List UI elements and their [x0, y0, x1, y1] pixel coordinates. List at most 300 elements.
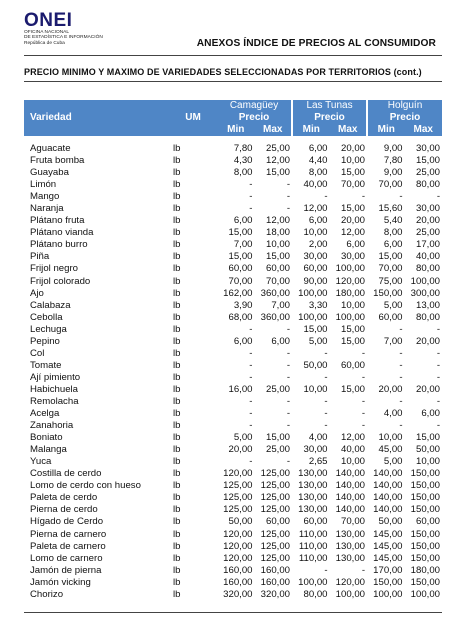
territory-camaguey: Camagüey: [217, 100, 292, 112]
price-min-las-tunas: 80,00: [303, 588, 328, 600]
table-row: [24, 589, 442, 601]
price-min-holguin: 50,00: [378, 516, 403, 528]
variety-name: Acelga: [30, 408, 60, 420]
variety-name: Jamón de pierna: [30, 564, 102, 576]
table-row: [24, 251, 442, 263]
price-max-holguin: 150,00: [410, 576, 441, 588]
price-max-holguin: 60,00: [416, 516, 441, 528]
table-row: [24, 577, 442, 589]
price-max-camaguey: 125,00: [260, 540, 291, 552]
price-max-las-tunas: 140,00: [335, 480, 366, 492]
table-row: [24, 227, 442, 239]
price-max-holguin: 150,00: [410, 552, 441, 564]
territory-holguin: Holguín: [367, 100, 442, 112]
price-max-holguin: 150,00: [410, 504, 441, 516]
column-header-variedad: Variedad: [24, 112, 169, 124]
price-max-camaguey: 15,00: [266, 251, 291, 263]
price-min-las-tunas: 130,00: [298, 492, 328, 504]
table-row: [24, 179, 442, 191]
price-min-holguin: -: [399, 371, 403, 383]
unit-cell: lb: [173, 371, 181, 383]
price-min-holguin: -: [399, 191, 403, 203]
price-min-las-tunas: -: [324, 420, 328, 432]
unit-cell: lb: [173, 347, 181, 359]
price-max-camaguey: -: [286, 420, 291, 432]
unit-cell: lb: [173, 528, 181, 540]
price-max-las-tunas: 20,00: [341, 143, 366, 155]
variety-name: Pepino: [30, 335, 60, 347]
price-max-las-tunas: -: [361, 371, 366, 383]
price-max-holguin: -: [436, 359, 441, 371]
price-max-las-tunas: 15,00: [341, 203, 366, 215]
unit-cell: lb: [173, 299, 181, 311]
price-max-las-tunas: 10,00: [341, 456, 366, 468]
price-max-las-tunas: 15,00: [341, 323, 366, 335]
price-max-camaguey: 18,00: [266, 227, 291, 239]
price-min-camaguey: -: [249, 396, 253, 407]
price-max-camaguey: 60,00: [266, 263, 291, 275]
unit-cell: lb: [173, 179, 181, 191]
price-max-las-tunas: 140,00: [335, 468, 366, 480]
price-min-holguin: 140,00: [373, 492, 403, 504]
price-max-las-tunas: -: [361, 420, 366, 432]
price-max-las-tunas: 130,00: [335, 540, 366, 552]
price-min-holguin: 150,00: [373, 576, 403, 588]
table-row: [24, 348, 442, 360]
table-row: [24, 408, 442, 420]
price-max-camaguey: 70,00: [266, 275, 291, 287]
price-min-las-tunas: 90,00: [303, 275, 328, 287]
variety-name: Lomo de cerdo con hueso: [30, 480, 141, 492]
variety-name: Limón: [30, 179, 57, 191]
price-min-camaguey: 120,00: [223, 468, 253, 480]
price-max-holguin: 30,00: [416, 143, 441, 155]
price-min-holguin: 15,60: [378, 203, 403, 215]
price-min-camaguey: -: [249, 456, 253, 468]
unit-cell: lb: [173, 155, 181, 167]
price-max-las-tunas: 15,00: [341, 167, 366, 179]
price-min-las-tunas: 5,00: [308, 335, 328, 347]
price-min-camaguey: 160,00: [223, 576, 253, 588]
header-blank: [24, 100, 169, 112]
price-min-las-tunas: 100,00: [298, 287, 328, 299]
price-min-las-tunas: 3,30: [308, 299, 328, 311]
table-row: [24, 480, 442, 492]
price-max-holguin: 150,00: [410, 528, 441, 540]
price-min-holguin: 140,00: [373, 504, 403, 516]
price-min-las-tunas: 6,00: [308, 215, 328, 227]
onei-logo: [24, 11, 103, 46]
precio-header-las-tunas: Precio: [292, 112, 367, 124]
table-row: [24, 504, 442, 516]
price-max-camaguey: 15,00: [266, 167, 291, 179]
table-row: [24, 336, 442, 348]
logo-line-1: OFICINA NACIONAL: [24, 30, 70, 35]
price-max-las-tunas: 120,00: [335, 275, 366, 287]
price-min-holguin: 70,00: [378, 179, 403, 191]
price-min-las-tunas: 50,00: [303, 359, 328, 371]
variety-name: Hígado de Cerdo: [30, 516, 104, 528]
variety-name: Pierna de carnero: [30, 528, 107, 540]
price-min-camaguey: 15,00: [228, 251, 253, 263]
price-min-holguin: 15,00: [378, 251, 403, 263]
price-min-camaguey: -: [249, 347, 253, 359]
section-rule: [24, 81, 442, 82]
price-min-holguin: 9,00: [383, 167, 403, 179]
variety-name: Malanga: [30, 444, 67, 456]
price-min-las-tunas: 12,00: [303, 203, 328, 215]
variety-name: Paleta de cerdo: [30, 492, 98, 504]
variety-name: Ajo: [30, 287, 44, 299]
table-row: [24, 288, 442, 300]
price-max-las-tunas: 6,00: [346, 239, 366, 251]
price-min-holguin: -: [399, 359, 403, 371]
price-min-las-tunas: 2,65: [308, 456, 328, 468]
table-row: [24, 312, 442, 324]
price-max-holguin: 80,00: [416, 179, 441, 191]
price-min-camaguey: 120,00: [223, 528, 253, 540]
variety-name: Lechuga: [30, 323, 67, 335]
price-min-las-tunas: 100,00: [298, 576, 328, 588]
price-min-las-tunas: 10,00: [303, 227, 328, 239]
price-min-las-tunas: -: [324, 371, 328, 383]
price-max-holguin: 20,00: [416, 215, 441, 227]
section-title: PRECIO MINIMO Y MAXIMO DE VARIEDADES SELECCIONADAS POR TERRITORIOS (cont.): [24, 67, 422, 77]
price-min-holguin: 145,00: [373, 552, 403, 564]
price-min-camaguey: 6,00: [233, 215, 253, 227]
price-max-holguin: 20,00: [416, 383, 441, 395]
price-max-camaguey: 25,00: [266, 143, 291, 155]
table-header: [24, 100, 442, 137]
price-min-camaguey: 50,00: [228, 516, 253, 528]
price-max-holguin: 15,00: [416, 155, 441, 167]
variety-name: Pierna de cerdo: [30, 504, 98, 516]
price-max-camaguey: -: [286, 179, 291, 191]
unit-cell: lb: [173, 203, 181, 215]
price-max-camaguey: 125,00: [260, 528, 291, 540]
price-min-camaguey: 120,00: [223, 552, 253, 564]
price-max-camaguey: 125,00: [260, 552, 291, 564]
table-row: [24, 143, 442, 155]
price-min-las-tunas: 110,00: [298, 528, 328, 540]
price-min-las-tunas: 30,00: [303, 444, 328, 456]
price-max-las-tunas: 15,00: [341, 383, 366, 395]
precio-header-camaguey: Precio: [217, 112, 292, 124]
price-min-camaguey: 15,00: [228, 227, 253, 239]
unit-cell: lb: [173, 540, 181, 552]
price-min-las-tunas: 2,00: [308, 239, 328, 251]
price-max-las-tunas: 30,00: [341, 251, 366, 263]
max-header-holguin: Max: [405, 124, 443, 137]
price-min-camaguey: -: [249, 408, 253, 420]
price-min-holguin: 140,00: [373, 468, 403, 480]
price-min-las-tunas: 10,00: [303, 383, 328, 395]
price-max-camaguey: -: [286, 191, 291, 203]
price-min-camaguey: 6,00: [233, 335, 253, 347]
variety-name: Frijol negro: [30, 263, 78, 275]
price-max-camaguey: 6,00: [271, 335, 291, 347]
price-max-camaguey: 360,00: [260, 287, 291, 299]
price-max-las-tunas: 180,00: [335, 287, 366, 299]
price-min-las-tunas: 30,00: [303, 251, 328, 263]
header-blank: [169, 124, 217, 137]
price-min-holguin: 5,00: [383, 456, 403, 468]
price-max-las-tunas: 140,00: [335, 492, 366, 504]
price-min-holguin: 60,00: [378, 311, 403, 323]
price-max-camaguey: 160,00: [260, 576, 291, 588]
price-max-holguin: 100,00: [410, 275, 441, 287]
table-row: [24, 456, 442, 468]
price-max-holguin: 150,00: [410, 468, 441, 480]
table-row: [24, 396, 442, 408]
price-max-camaguey: 15,00: [266, 432, 291, 444]
price-min-holguin: 75,00: [378, 275, 403, 287]
variety-name: Piña: [30, 251, 50, 263]
header-blank: [169, 100, 217, 112]
price-min-camaguey: 125,00: [223, 504, 253, 516]
price-max-holguin: -: [436, 420, 441, 432]
price-max-camaguey: 60,00: [266, 516, 291, 528]
price-max-las-tunas: -: [361, 564, 366, 576]
price-max-holguin: 180,00: [410, 564, 441, 576]
price-min-camaguey: 7,80: [233, 143, 253, 155]
table-row: [24, 468, 442, 480]
variety-name: Aguacate: [30, 143, 71, 155]
price-min-las-tunas: 4,40: [308, 155, 328, 167]
price-max-camaguey: 25,00: [266, 383, 291, 395]
column-header-um: UM: [169, 112, 217, 124]
table-row: [24, 529, 442, 541]
unit-cell: lb: [173, 396, 181, 407]
price-max-las-tunas: -: [361, 396, 366, 407]
unit-cell: lb: [173, 251, 181, 263]
price-max-las-tunas: 20,00: [341, 215, 366, 227]
footer-rule: [24, 612, 442, 613]
price-min-camaguey: 68,00: [228, 311, 253, 323]
price-min-camaguey: -: [249, 371, 253, 383]
price-max-las-tunas: -: [361, 347, 366, 359]
unit-cell: lb: [173, 323, 181, 335]
price-max-camaguey: 160,00: [260, 564, 291, 576]
unit-cell: lb: [173, 420, 181, 432]
price-min-camaguey: -: [249, 359, 253, 371]
price-max-camaguey: 12,00: [266, 155, 291, 167]
price-min-camaguey: 16,00: [228, 383, 253, 395]
price-max-camaguey: 25,00: [266, 444, 291, 456]
max-header-las-tunas: Max: [330, 124, 368, 137]
price-max-holguin: -: [436, 371, 441, 383]
unit-cell: lb: [173, 143, 181, 155]
price-min-camaguey: 162,00: [223, 287, 253, 299]
price-max-camaguey: 320,00: [260, 588, 291, 600]
price-min-camaguey: 7,00: [233, 239, 253, 251]
variety-name: Jamón vicking: [30, 576, 91, 588]
price-max-holguin: -: [436, 191, 441, 203]
price-min-holguin: -: [399, 396, 403, 407]
price-max-holguin: 40,00: [416, 251, 441, 263]
price-max-las-tunas: 40,00: [341, 444, 366, 456]
price-max-camaguey: -: [286, 408, 291, 420]
variety-name: Chorizo: [30, 588, 64, 600]
price-max-camaguey: -: [286, 396, 291, 407]
unit-cell: lb: [173, 311, 181, 323]
unit-cell: lb: [173, 359, 181, 371]
price-min-holguin: 5,00: [383, 299, 403, 311]
logo-wordmark: ONEI: [24, 10, 73, 31]
price-max-las-tunas: 130,00: [335, 528, 366, 540]
variety-name: Costilla de cerdo: [30, 468, 102, 480]
price-min-las-tunas: 4,00: [308, 432, 328, 444]
price-max-camaguey: 360,00: [260, 311, 291, 323]
price-min-holguin: 20,00: [378, 383, 403, 395]
price-min-holguin: 170,00: [373, 564, 403, 576]
unit-cell: lb: [173, 516, 181, 528]
price-min-holguin: 145,00: [373, 528, 403, 540]
price-min-las-tunas: 15,00: [303, 323, 328, 335]
price-max-holguin: 10,00: [416, 456, 441, 468]
price-min-camaguey: 125,00: [223, 492, 253, 504]
price-min-camaguey: -: [249, 420, 253, 432]
table-body: [24, 137, 442, 601]
table-row: [24, 203, 442, 215]
variety-name: Ají pimiento: [30, 371, 81, 383]
price-max-las-tunas: -: [361, 408, 366, 420]
price-min-las-tunas: 130,00: [298, 480, 328, 492]
price-max-las-tunas: 100,00: [335, 311, 366, 323]
unit-cell: lb: [173, 408, 181, 420]
table-row: [24, 215, 442, 227]
unit-cell: lb: [173, 227, 181, 239]
price-min-camaguey: -: [249, 203, 253, 215]
logo-line-2: DE ESTADÍSTICA E INFORMACIÓN: [24, 35, 103, 41]
price-table: [24, 100, 442, 601]
unit-cell: lb: [173, 215, 181, 227]
price-max-las-tunas: 70,00: [341, 179, 366, 191]
variety-name: Guayaba: [30, 167, 69, 179]
price-min-camaguey: 3,90: [233, 299, 253, 311]
logo-line-3: República de Cuba: [24, 40, 65, 46]
price-min-holguin: 7,00: [383, 335, 403, 347]
price-max-holguin: 300,00: [410, 287, 441, 299]
unit-cell: lb: [173, 588, 181, 600]
variety-name: Mango: [30, 191, 60, 203]
price-max-las-tunas: 10,00: [341, 155, 366, 167]
price-max-las-tunas: 12,00: [341, 432, 366, 444]
variety-name: Paleta de carnero: [30, 540, 106, 552]
table-row: [24, 516, 442, 528]
variety-name: Cebolla: [30, 311, 63, 323]
price-min-camaguey: 160,00: [223, 564, 253, 576]
price-min-camaguey: -: [249, 191, 253, 203]
price-max-las-tunas: 140,00: [335, 504, 366, 516]
price-min-camaguey: 70,00: [228, 275, 253, 287]
table-row: [24, 565, 442, 577]
unit-cell: lb: [173, 335, 181, 347]
price-max-camaguey: -: [286, 323, 291, 335]
unit-cell: lb: [173, 287, 181, 299]
price-max-holguin: -: [436, 323, 441, 335]
price-min-holguin: -: [399, 347, 403, 359]
table-row: [24, 492, 442, 504]
price-max-holguin: 150,00: [410, 540, 441, 552]
price-max-camaguey: 7,00: [271, 299, 291, 311]
unit-cell: lb: [173, 564, 181, 576]
price-max-las-tunas: 12,00: [341, 227, 366, 239]
price-min-las-tunas: 110,00: [298, 540, 328, 552]
unit-cell: lb: [173, 191, 181, 203]
price-min-camaguey: -: [249, 179, 253, 191]
price-max-holguin: -: [436, 396, 441, 407]
table-row: [24, 167, 442, 179]
price-max-holguin: 150,00: [410, 492, 441, 504]
price-max-camaguey: -: [286, 203, 291, 215]
price-max-las-tunas: 120,00: [335, 576, 366, 588]
price-max-holguin: 25,00: [416, 167, 441, 179]
price-max-holguin: 13,00: [416, 299, 441, 311]
variety-name: Fruta bomba: [30, 155, 85, 167]
unit-cell: lb: [173, 275, 181, 287]
price-min-camaguey: 5,00: [233, 432, 253, 444]
unit-cell: lb: [173, 504, 181, 516]
price-max-holguin: 80,00: [416, 263, 441, 275]
max-header-camaguey: Max: [255, 124, 293, 137]
price-max-las-tunas: 60,00: [341, 359, 366, 371]
price-max-las-tunas: 15,00: [341, 335, 366, 347]
price-max-las-tunas: 100,00: [335, 263, 366, 275]
table-row: [24, 420, 442, 432]
table-row: [24, 384, 442, 396]
price-min-holguin: -: [399, 323, 403, 335]
variety-name: Zanahoria: [30, 420, 74, 432]
table-row: [24, 300, 442, 312]
variety-name: Frijol colorado: [30, 275, 91, 287]
price-max-camaguey: 125,00: [260, 492, 291, 504]
unit-cell: lb: [173, 468, 181, 480]
min-header-las-tunas: Min: [292, 124, 330, 137]
price-min-camaguey: 60,00: [228, 263, 253, 275]
price-min-camaguey: 20,00: [228, 444, 253, 456]
price-min-las-tunas: 110,00: [298, 552, 328, 564]
price-max-holguin: 30,00: [416, 203, 441, 215]
price-min-las-tunas: -: [324, 191, 328, 203]
price-min-las-tunas: -: [324, 564, 328, 576]
price-min-holguin: 70,00: [378, 263, 403, 275]
price-min-las-tunas: -: [324, 396, 328, 407]
unit-cell: lb: [173, 383, 181, 395]
price-min-holguin: 8,00: [383, 227, 403, 239]
price-max-las-tunas: -: [361, 191, 366, 203]
price-min-holguin: 4,00: [383, 408, 403, 420]
price-max-las-tunas: 70,00: [341, 516, 366, 528]
price-min-las-tunas: 60,00: [303, 263, 328, 275]
price-max-las-tunas: 10,00: [341, 299, 366, 311]
min-header-camaguey: Min: [217, 124, 255, 137]
table-row: [24, 276, 442, 288]
table-row: [24, 541, 442, 553]
price-max-holguin: 15,00: [416, 432, 441, 444]
price-min-las-tunas: -: [324, 347, 328, 359]
variety-name: Habichuela: [30, 383, 79, 395]
price-min-las-tunas: 8,00: [308, 167, 328, 179]
header-rule: [24, 55, 442, 56]
table-row: [24, 432, 442, 444]
price-min-las-tunas: 6,00: [308, 143, 328, 155]
unit-cell: lb: [173, 432, 181, 444]
unit-cell: lb: [173, 444, 181, 456]
price-max-camaguey: -: [286, 359, 291, 371]
price-max-camaguey: -: [286, 371, 291, 383]
price-min-holguin: 5,40: [383, 215, 403, 227]
